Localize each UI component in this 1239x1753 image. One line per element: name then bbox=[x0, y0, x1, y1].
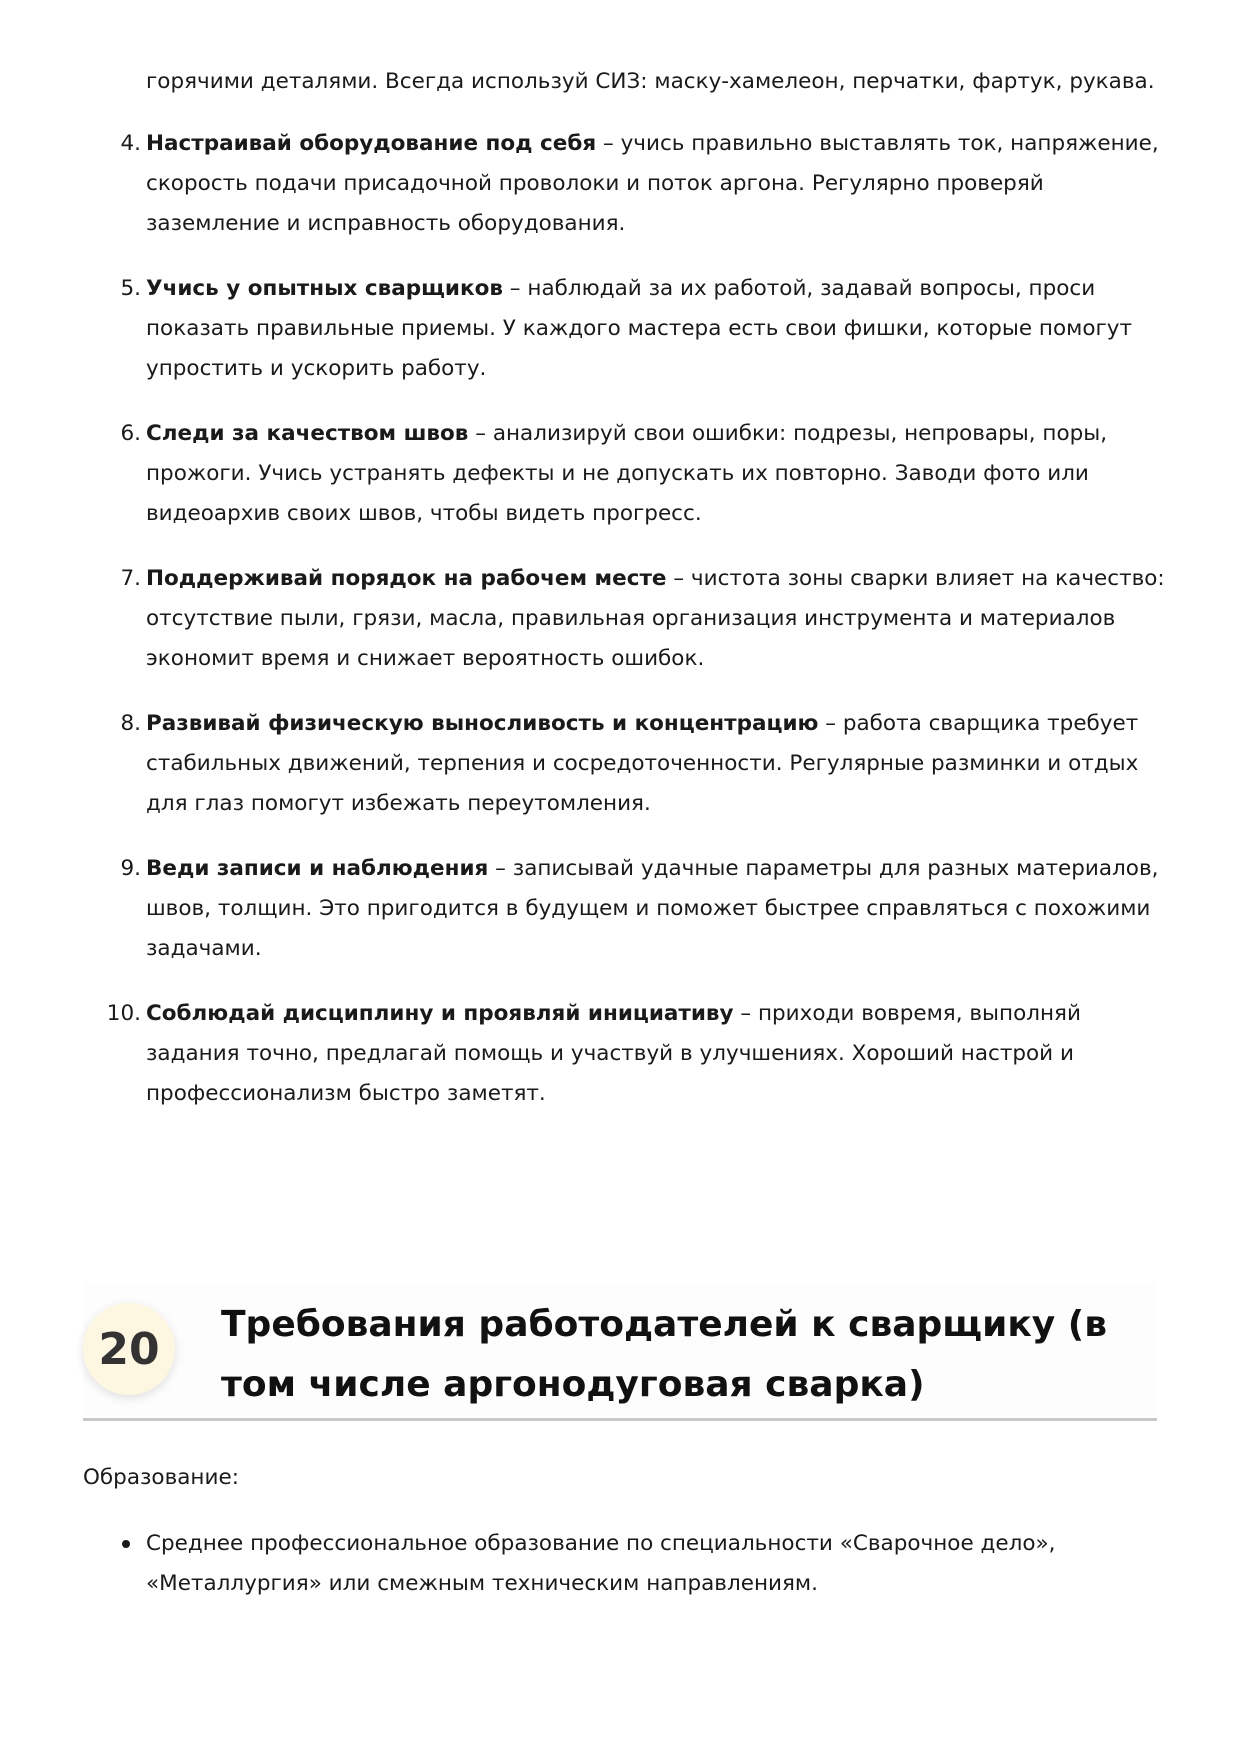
list-item-number: 8. bbox=[120, 711, 141, 736]
education-label: Образование: bbox=[83, 1465, 239, 1490]
list-item-text: Среднее профессиональное образование по специальности «Сварочное дело», «Металлургия» или смежным техническим направлениям. bbox=[146, 1531, 1056, 1596]
list-item bbox=[120, 849, 1166, 969]
tips-list bbox=[106, 124, 1166, 1139]
list-item-text: – приходи вовремя, выполняй задания точно, предлагай помощь и участвуй в улучшениях. Хороший настрой и профессионализм быстро заметят. bbox=[146, 1001, 1081, 1106]
list-item-number: 5. bbox=[120, 276, 141, 301]
list-item-text: – учись правильно выставлять ток, напряжение, скорость подачи присадочной проволоки и поток аргона. Регулярно проверяй заземление и исправность оборудования. bbox=[146, 131, 1159, 236]
section-title: Требования работодателей к сварщику (в том числе аргонодуговая сварка) bbox=[221, 1304, 1107, 1405]
list-item-heading: Веди записи и наблюдения bbox=[146, 856, 489, 881]
list-item-heading: Развивай физическую выносливость и концентрацию bbox=[146, 711, 819, 736]
list-item-text: – работа сварщика требует стабильных движений, терпения и сосредоточенности. Регулярные разминки и отдых для глаз помогут избежать переутомления. bbox=[146, 711, 1139, 816]
list-item-text: – анализируй свои ошибки: подрезы, непровары, поры, прожоги. Учись устранять дефекты и не допускать их повторно. Заводи фото или видеоархив своих швов, чтобы видеть прогресс. bbox=[146, 421, 1108, 526]
list-item bbox=[106, 994, 1166, 1114]
list-item-heading: Соблюдай дисциплину и проявляй инициативу bbox=[146, 1001, 734, 1026]
list-item bbox=[120, 704, 1166, 824]
continuation-paragraph: горячими деталями. Всегда используй СИЗ: маску-хамелеон, перчатки, фартук, рукава. bbox=[146, 69, 1155, 94]
list-item bbox=[120, 124, 1166, 244]
section-number-badge: 20 bbox=[83, 1303, 175, 1395]
list-item-number: 4. bbox=[120, 131, 141, 156]
list-item-number: 7. bbox=[120, 566, 141, 591]
list-item-number: 6. bbox=[120, 421, 141, 446]
list-item-text: – чистота зоны сварки влияет на качество: отсутствие пыли, грязи, масла, правильная организация инструмента и материалов экономит время и снижает вероятность ошибок. bbox=[146, 566, 1165, 671]
list-item bbox=[120, 269, 1166, 389]
list-item bbox=[120, 414, 1166, 534]
list-item-heading: Учись у опытных сварщиков bbox=[146, 276, 503, 301]
list-item-number: 9. bbox=[120, 856, 141, 881]
list-item bbox=[120, 559, 1166, 679]
list-item-heading: Следи за качеством швов bbox=[146, 421, 469, 446]
list-item-text: – наблюдай за их работой, задавай вопросы, проси показать правильные приемы. У каждого мастера есть свои фишки, которые помогут упростить и ускорить работу. bbox=[146, 276, 1133, 381]
list-item-heading: Настраивай оборудование под себя bbox=[146, 131, 597, 156]
section-header bbox=[83, 1283, 1157, 1421]
bullet-icon bbox=[122, 1540, 130, 1548]
list-item-heading: Поддерживай порядок на рабочем месте bbox=[146, 566, 667, 591]
education-list bbox=[146, 1524, 1156, 1604]
list-item bbox=[146, 1524, 1156, 1604]
list-item-text: – записывай удачные параметры для разных материалов, швов, толщин. Это пригодится в будущем и поможет быстрее справляться с похожими задачами. bbox=[146, 856, 1159, 961]
list-item-number: 10. bbox=[106, 1001, 141, 1026]
